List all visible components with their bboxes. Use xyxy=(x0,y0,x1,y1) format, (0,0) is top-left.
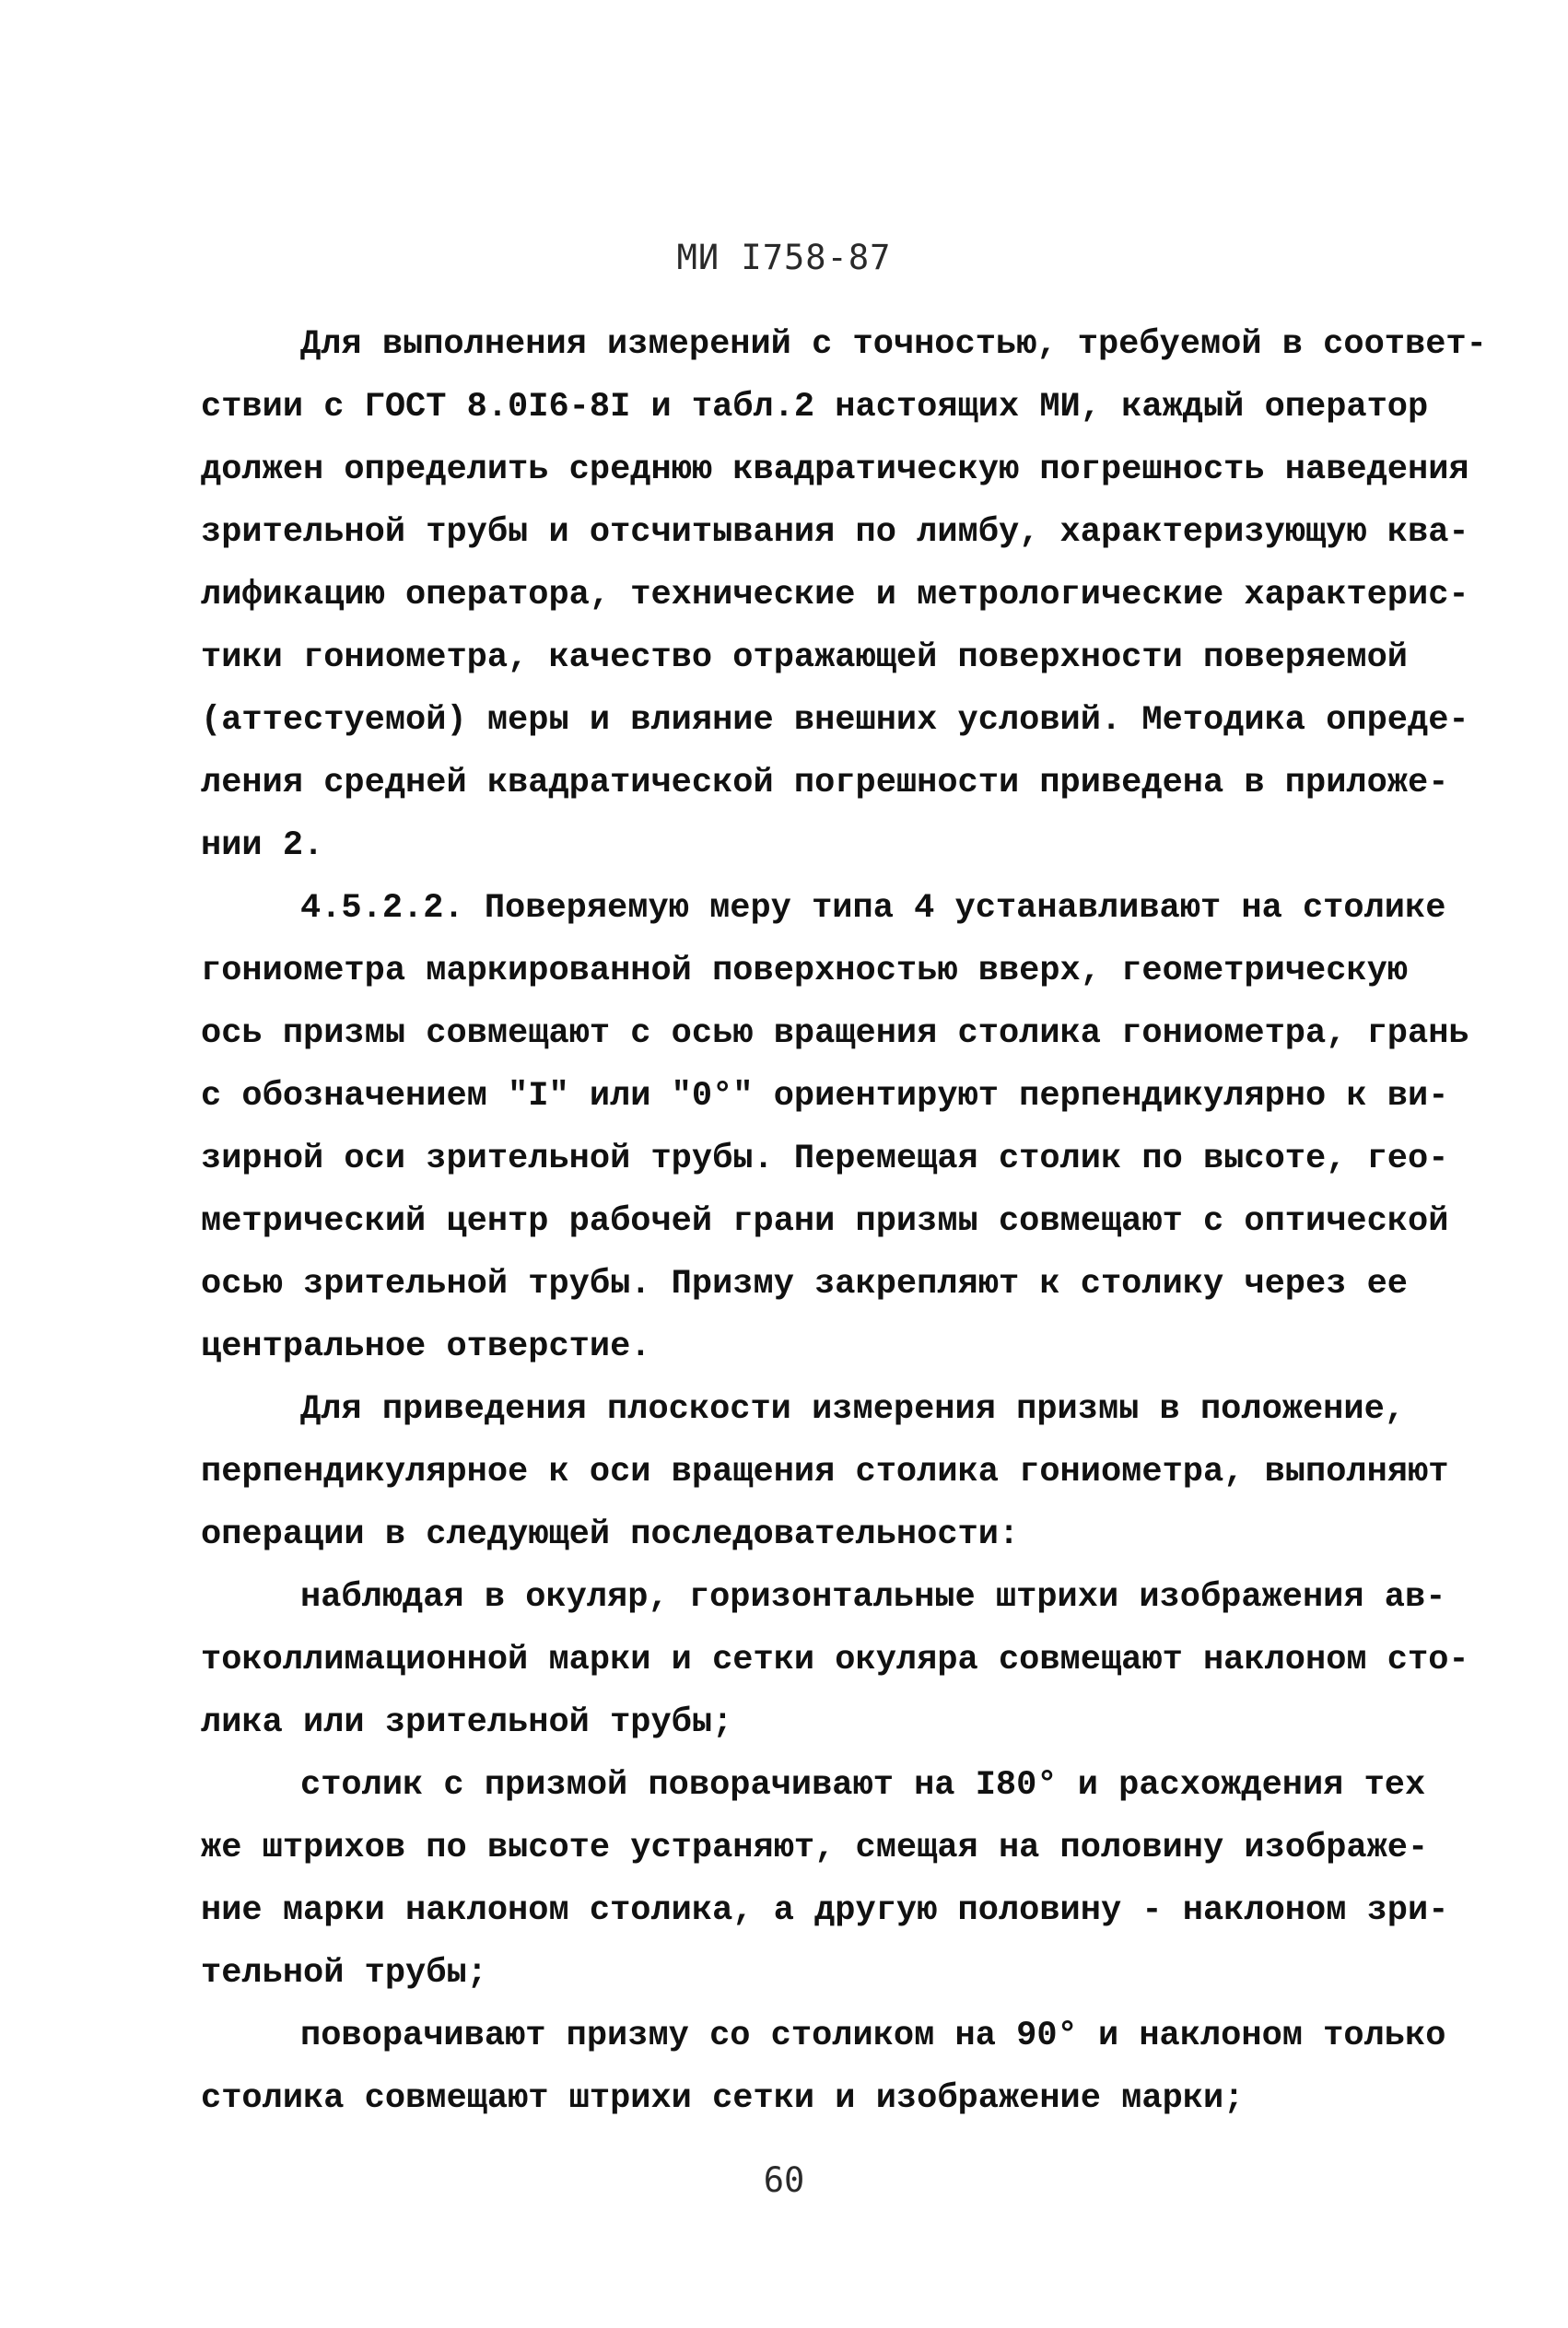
paragraph-line: Для приведения плоскости измерения призмы в положение, xyxy=(300,1390,1405,1429)
paragraph-line: тики гониометра, качество отражающей поверхности поверяемой xyxy=(201,638,1409,677)
paragraph-line: с обозначением "I" или "0°" ориентируют перпендикулярно к ви- xyxy=(201,1077,1449,1116)
paragraph-line: столик с призмой поворачивают на I80° и расхождения тех xyxy=(300,1766,1426,1805)
paragraph-line: 4.5.2.2. Поверяемую меру типа 4 устанавливают на столике xyxy=(300,889,1446,928)
paragraph-line: токоллимационной марки и сетки окуляра совмещают наклоном сто- xyxy=(201,1641,1469,1679)
paragraph-line: зирной оси зрительной трубы. Перемещая столик по высоте, гео- xyxy=(201,1140,1449,1178)
paragraph-line: (аттестуемой) меры и влияние внешних условий. Методика опреде- xyxy=(201,701,1469,740)
paragraph-line: лификацию оператора, технические и метрологические характерис- xyxy=(201,576,1469,614)
paragraph-line: столика совмещают штрихи сетки и изображение марки; xyxy=(201,2079,1245,2118)
paragraph-line: ствии с ГОСТ 8.0I6-8I и табл.2 настоящих МИ, каждый оператор xyxy=(201,388,1429,427)
paragraph-line: Для выполнения измерений с точностью, требуемой в соответ- xyxy=(300,325,1487,364)
paragraph-line: поворачивают призму со столиком на 90° и наклоном только xyxy=(300,2017,1446,2055)
paragraph-line: лика или зрительной трубы; xyxy=(201,1703,733,1742)
paragraph-line: операции в следующей последовательности: xyxy=(201,1515,1020,1554)
paragraph-line: ось призмы совмещают с осью вращения столика гониометра, грань xyxy=(201,1014,1469,1053)
paragraph-line: ления средней квадратической погрешности приведена в приложе- xyxy=(201,764,1449,802)
paragraph-line: должен определить среднюю квадратическую погрешность наведения xyxy=(201,450,1469,489)
paragraph-line: осью зрительной трубы. Призму закрепляют к столику через ее xyxy=(201,1265,1409,1304)
page-number: 60 xyxy=(763,2160,805,2200)
paragraph-line: зрительной трубы и отсчитывания по лимбу, характеризующую ква- xyxy=(201,513,1469,552)
document-code-header: МИ I758-87 xyxy=(676,238,892,277)
paragraph-line: нии 2. xyxy=(201,826,324,865)
paragraph-line: ние марки наклоном столика, а другую половину - наклоном зри- xyxy=(201,1891,1449,1930)
paragraph-line: тельной трубы; xyxy=(201,1954,487,1993)
paragraph-line: гониометра маркированной поверхностью вверх, геометрическую xyxy=(201,952,1409,990)
paragraph-line: перпендикулярное к оси вращения столика гониометра, выполняют xyxy=(201,1453,1449,1492)
paragraph-line: же штрихов по высоте устраняют, смещая на половину изображе- xyxy=(201,1829,1429,1867)
paragraph-line: центральное отверстие. xyxy=(201,1328,651,1366)
paragraph-line: наблюдая в окуляр, горизонтальные штрихи изображения ав- xyxy=(300,1578,1446,1617)
paragraph-line: метрический центр рабочей грани призмы совмещают с оптической xyxy=(201,1202,1449,1241)
